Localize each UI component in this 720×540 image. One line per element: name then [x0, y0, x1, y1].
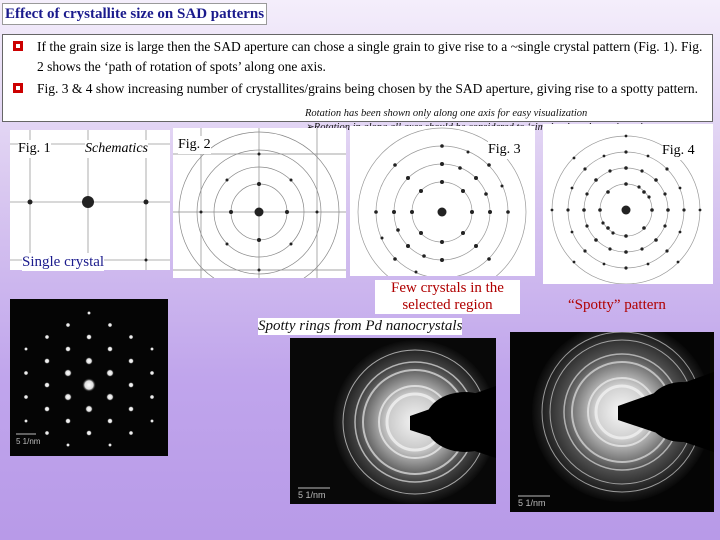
single-crystal-spots	[10, 299, 168, 456]
spotty-rings-image-2	[510, 332, 714, 512]
single-crystal-diffraction-image	[10, 299, 168, 456]
fig4-label: Fig. 4	[662, 143, 695, 158]
few-crystals-diffraction-image	[290, 338, 496, 504]
bullet-item	[13, 37, 705, 77]
fig2-label: Fig. 2	[178, 137, 211, 152]
bullet-item	[13, 79, 705, 99]
bullet-text: Fig. 3 & 4 show increasing number of crystallites/grains being chosen by the SAD aperture, giving rise to a spotty pattern.	[37, 81, 698, 96]
scale-bar-label: 5 1/nm	[298, 490, 326, 500]
bullet-marker-icon	[13, 41, 23, 51]
spotty-rings-image-1	[290, 338, 496, 504]
scale-bar-label: 5 1/nm	[16, 437, 41, 446]
rotation-note-1: Rotation has been shown only along one axis for easy visualization	[305, 108, 588, 119]
scale-bar-label: 5 1/nm	[518, 498, 546, 508]
bullet-marker-icon	[13, 83, 23, 93]
few-crystals-caption: Few crystals in the selected region	[375, 280, 520, 314]
spotty-rings-caption: Spotty rings from Pd nanocrystals	[258, 318, 463, 334]
bullet-text: If the grain size is large then the SAD aperture can chose a single grain to give rise to a ~single crystal pattern (Fig. 1). Fig. 2 shows the ‘path of rotation of spots’ along one axis.	[37, 39, 703, 74]
spotty-pattern-diffraction-image	[510, 332, 714, 512]
single-crystal-caption: Single crystal	[22, 254, 105, 270]
spotty-pattern-caption: “Spotty” pattern	[568, 297, 666, 313]
fig3-label: Fig. 3	[488, 142, 521, 157]
fig1-label: Fig. 1	[18, 141, 51, 156]
schematics-label: Schematics	[85, 141, 148, 156]
slide-title: Effect of crystallite size on SAD patterns	[2, 3, 267, 25]
